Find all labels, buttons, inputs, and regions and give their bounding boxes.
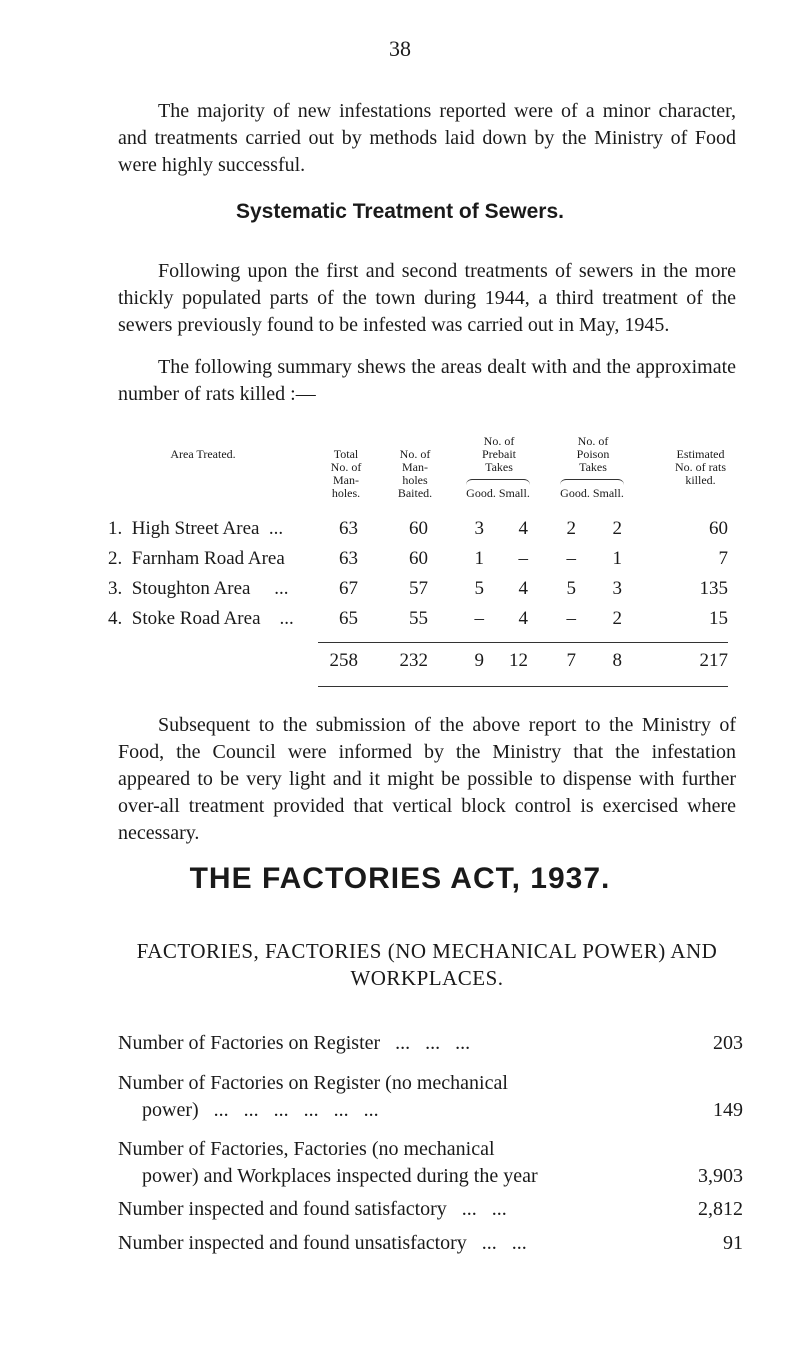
cell-poison-good: 5	[566, 578, 576, 599]
row-area: 1. High Street Area ...	[108, 518, 284, 539]
header-area: Area Treated.	[170, 447, 236, 461]
stat-unsatisfactory	[118, 1230, 743, 1257]
header-estimated: Estimated No. of rats killed.	[675, 447, 726, 487]
section-heading-sewers: Systematic Treatment of Sewers.	[236, 200, 564, 223]
header-total: Total No. of Man- holes.	[330, 447, 362, 500]
header-poison: No. of Poison Takes	[576, 434, 610, 474]
stat-label: Number of Factories on Register ... ... ...	[118, 1032, 471, 1054]
total-poison-small: 8	[612, 650, 622, 671]
total-prebait-good: 9	[474, 650, 484, 671]
page-number: 38	[389, 36, 411, 61]
row-area: 4. Stoke Road Area ...	[108, 608, 294, 629]
cell-prebait-good: 1	[474, 548, 484, 569]
cell-killed: 135	[699, 578, 728, 599]
stat-satisfactory	[118, 1196, 743, 1223]
paragraph-following: Following upon the first and second treatments of sewers in the more thickly populated parts of the town during 1944, a third treatment of the sewers previously found to be infested was carried out in May, 1945.	[118, 260, 736, 336]
cell-total: 63	[339, 518, 358, 539]
paragraph-summary: The following summary shews the areas dealt with and the approximate number of rats killed :—	[118, 356, 736, 405]
stat-label: Number of Factories on Register (no mechanical	[118, 1072, 508, 1094]
stat-label: Number inspected and found unsatisfactory ... ...	[118, 1232, 527, 1254]
stat-value: 2,812	[698, 1198, 743, 1220]
cell-poison-good: –	[566, 548, 576, 569]
cell-total: 65	[339, 608, 358, 629]
total-poison-good: 7	[566, 650, 576, 671]
cell-total: 67	[339, 578, 358, 599]
header-prebait: No. of Prebait Takes	[482, 434, 516, 474]
stat-value: 149	[713, 1099, 743, 1121]
cell-prebait-small: 4	[518, 608, 528, 629]
cell-baited: 60	[409, 548, 428, 569]
row-area: 3. Stoughton Area ...	[108, 578, 289, 599]
cell-poison-good: –	[566, 608, 576, 629]
header-prebait-sub: Good. Small.	[466, 486, 530, 500]
stat-value: 91	[723, 1232, 743, 1254]
cell-killed: 7	[718, 548, 728, 569]
header-baited: No. of Man- holes Baited.	[397, 447, 433, 500]
cell-prebait-small: 4	[518, 578, 528, 599]
total-manholes: 258	[329, 650, 358, 671]
total-baited: 232	[399, 650, 428, 671]
stat-label: Number of Factories, Factories (no mechanical	[118, 1138, 495, 1160]
stat-factories-no-power	[118, 1070, 743, 1124]
total-prebait-small: 12	[509, 650, 528, 671]
cell-poison-small: 3	[612, 578, 622, 599]
cell-prebait-small: 4	[518, 518, 528, 539]
cell-baited: 60	[409, 518, 428, 539]
total-rule-top	[318, 642, 728, 643]
cell-prebait-good: 3	[474, 518, 484, 539]
cell-poison-small: 2	[612, 518, 622, 539]
stat-factories-register	[118, 1030, 743, 1057]
header-poison-sub: Good. Small.	[560, 486, 624, 500]
row-area: 2. Farnham Road Area	[108, 548, 285, 569]
cell-prebait-good: –	[474, 608, 484, 629]
cell-poison-good: 2	[566, 518, 576, 539]
paragraph-subsequent: Subsequent to the submission of the above report to the Ministry of Food, the Council were informed by the Ministry that the infestation appeared to be very light and it might be possible to dispense with further over-all treatment provided that vertical block control is exercised where necessary.	[118, 714, 736, 844]
rats-killed-table	[108, 426, 743, 706]
cell-total: 63	[339, 548, 358, 569]
cell-prebait-good: 5	[474, 578, 484, 599]
total-killed: 217	[699, 650, 728, 671]
stat-label-cont: power) and Workplaces inspected during the year	[142, 1165, 538, 1187]
cell-baited: 57	[409, 578, 428, 599]
cell-poison-small: 1	[612, 548, 622, 569]
prebait-brace	[466, 479, 530, 486]
intro-paragraph: The majority of new infestations reported were of a minor character, and treatments carried out by methods laid down by the Ministry of Food were highly successful.	[118, 100, 736, 176]
cell-killed: 60	[709, 518, 728, 539]
cell-poison-small: 2	[612, 608, 622, 629]
stat-label-cont: power) ... ... ... ... ... ...	[142, 1099, 379, 1121]
factories-subheading: FACTORIES, FACTORIES (NO MECHANICAL POWER) AND WORKPLACES.	[136, 939, 718, 990]
cell-prebait-small: –	[518, 548, 528, 569]
factories-act-heading: THE FACTORIES ACT, 1937.	[189, 862, 611, 895]
stat-value: 3,903	[698, 1165, 743, 1187]
stat-inspected	[118, 1136, 743, 1190]
cell-baited: 55	[409, 608, 428, 629]
stat-value: 203	[713, 1032, 743, 1054]
cell-killed: 15	[709, 608, 728, 629]
stat-label: Number inspected and found satisfactory ... ...	[118, 1198, 507, 1220]
poison-brace	[560, 479, 624, 486]
total-rule-bottom	[318, 686, 728, 687]
